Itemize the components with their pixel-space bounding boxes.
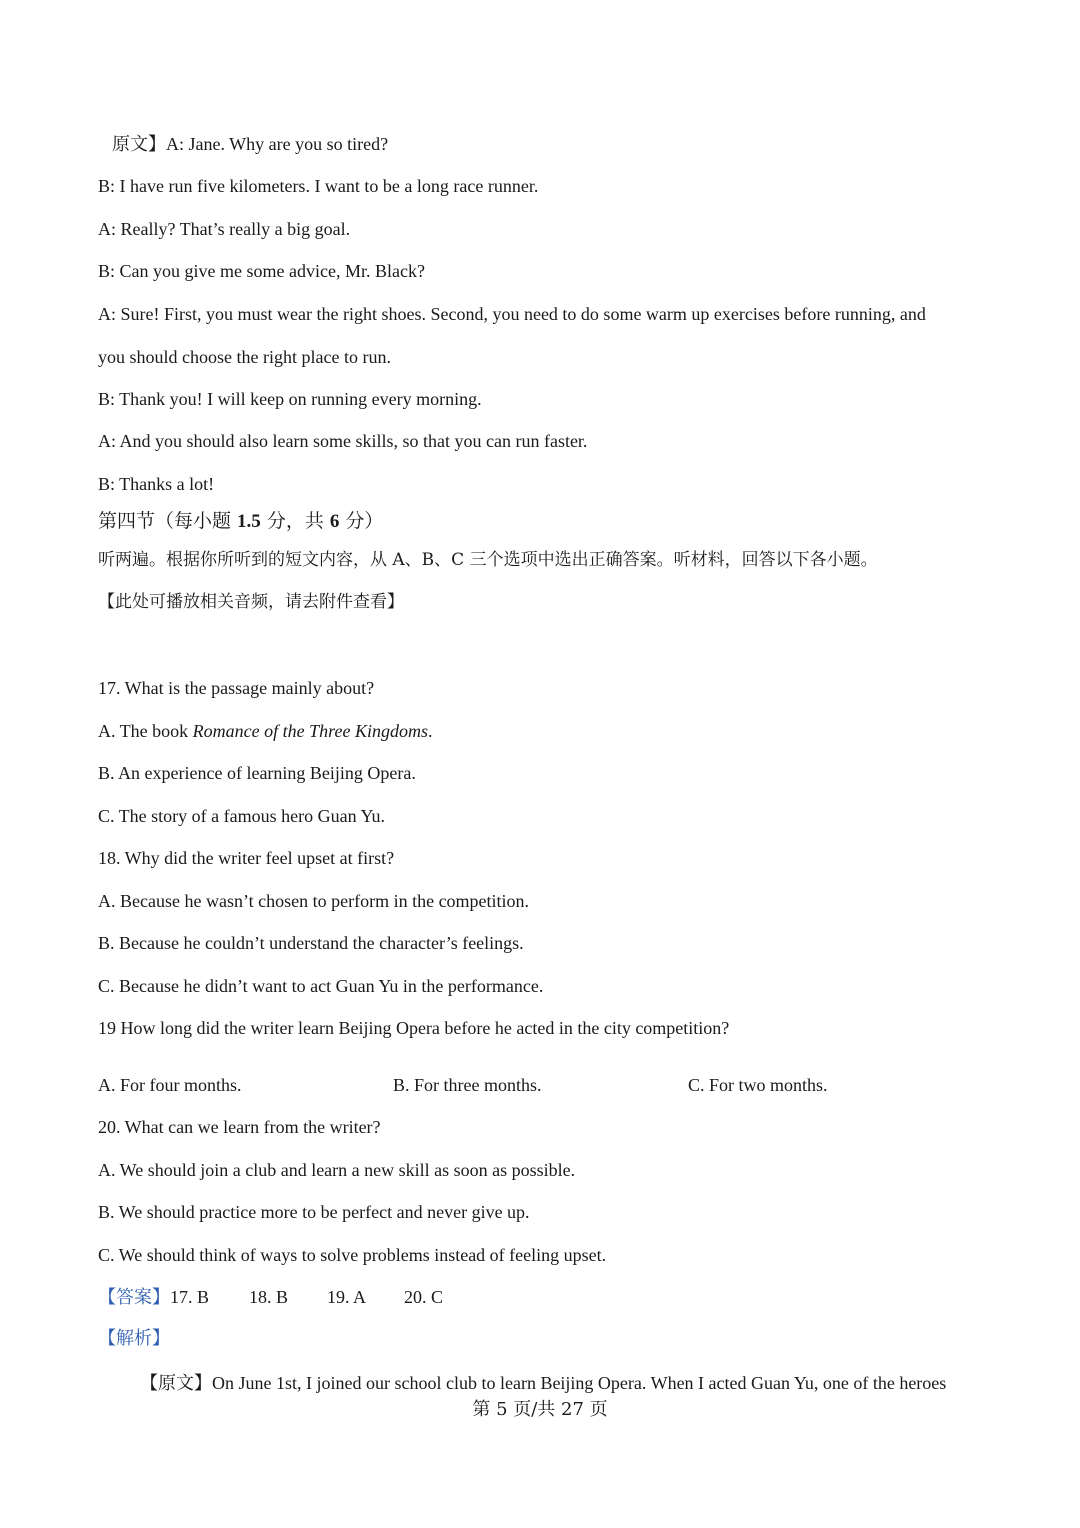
dialogue-line-2: B: I have run five kilometers. I want to be a long race runner. (98, 176, 539, 196)
question-17-option-b: B. An experience of learning Beijing Opera. (98, 763, 416, 783)
question-20-option-c: C. We should think of ways to solve problems instead of feeling upset. (98, 1245, 607, 1265)
dialogue-line-5: A: Sure! First, you must wear the right shoes. Second, you need to do some warm up exercises before running, and (98, 304, 926, 324)
question-19-option-b: B. For three months. (393, 1075, 542, 1095)
question-17-option-a: A. The book Romance of the Three Kingdoms. (98, 721, 433, 741)
question-19-option-c: C. For two months. (688, 1075, 828, 1095)
question-20-stem: 20. What can we learn from the writer? (98, 1117, 381, 1137)
dialogue-line-7: B: Thank you! I will keep on running every morning. (98, 389, 482, 409)
question-20-option-b: B. We should practice more to be perfect and never give up. (98, 1202, 530, 1222)
dialogue-line-1: 原文】A: Jane. Why are you so tired? (112, 134, 389, 155)
question-18-option-b: B. Because he couldn’t understand the character’s feelings. (98, 933, 524, 953)
analysis-source-text: 【原文】On June 1st, I joined our school club to learn Beijing Opera. When I acted Guan Yu, one of the heroes (140, 1373, 947, 1394)
question-17-stem: 17. What is the passage mainly about? (98, 678, 375, 698)
page-footer: 第 5 页/共 27 页 (472, 1399, 608, 1420)
question-19-stem: 19 How long did the writer learn Beijing Opera before he acted in the city competition? (98, 1018, 730, 1038)
question-18-option-a: A. Because he wasn’t chosen to perform in the competition. (98, 891, 530, 911)
audio-note: 【此处可播放相关音频，请去附件查看】 (98, 592, 404, 612)
section-instruction: 听两遍。根据你所听到的短文内容，从 A、B、C 三个选项中选出正确答案。听材料，回答以下各小题。 (98, 550, 878, 570)
analysis-source-label: 【原文】 (140, 1373, 212, 1394)
dialogue-line-8: A: And you should also learn some skills, so that you can run faster. (98, 431, 588, 451)
answer-20: 20. C (404, 1287, 444, 1307)
question-18-option-c: C. Because he didn’t want to act Guan Yu in the performance. (98, 976, 544, 996)
dialogue-line-3: A: Really? That’s really a big goal. (98, 219, 351, 239)
answer-17: 17. B (170, 1287, 210, 1307)
dialogue-line-6: you should choose the right place to run. (98, 347, 391, 367)
question-20-option-a: A. We should join a club and learn a new skill as soon as possible. (98, 1160, 576, 1180)
question-18-stem: 18. Why did the writer feel upset at first? (98, 848, 395, 868)
question-17-option-c: C. The story of a famous hero Guan Yu. (98, 806, 385, 826)
source-text-label: 原文】 (112, 134, 166, 155)
section-title: 第四节（每小题 1.5 分，共 6 分） (98, 510, 384, 532)
answer-19: 19. A (327, 1287, 367, 1307)
question-19-option-a: A. For four months. (98, 1075, 242, 1095)
analysis-label: 【解析】 (98, 1328, 170, 1349)
answer-row (98, 1285, 443, 1310)
dialogue-line-4: B: Can you give me some advice, Mr. Black? (98, 261, 425, 281)
answer-18: 18. B (249, 1287, 289, 1307)
dialogue-line-9: B: Thanks a lot! (98, 474, 215, 494)
answer-label: 【答案】 (98, 1287, 170, 1308)
